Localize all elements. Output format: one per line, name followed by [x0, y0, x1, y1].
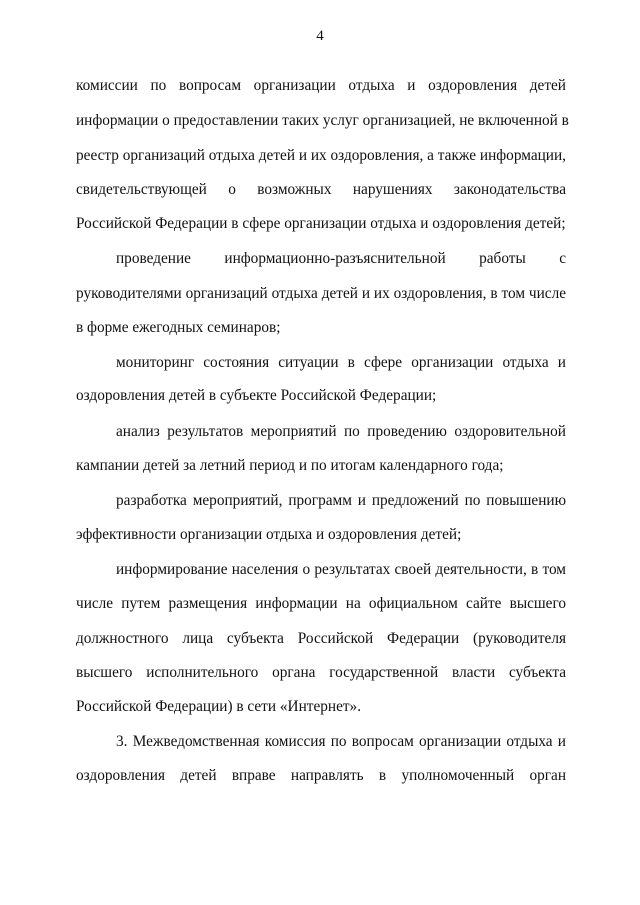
- text-line: 3. Межведомственная комиссия по вопросам организации отдыха и: [116, 733, 566, 750]
- text-line: информации о предоставлении таких услуг организацией, не включенной в: [76, 112, 569, 129]
- text-line: кампании детей за летний период и по итогам календарного года;: [76, 457, 504, 474]
- text-line: Российской Федерации в сфере организации отдыха и оздоровления детей;: [76, 215, 566, 232]
- text-line: мониторинг состояния ситуации в сфере организации отдыха и: [116, 354, 566, 371]
- text-line: проведение информационно-разъяснительной работы с: [116, 250, 566, 267]
- text-line: анализ результатов мероприятий по проведению оздоровительной: [116, 423, 566, 440]
- text-line: должностного лица субъекта Российской Федерации (руководителя: [76, 630, 566, 647]
- text-line: комиссии по вопросам организации отдыха и оздоровления детей: [76, 77, 566, 94]
- page-number: 4: [316, 28, 324, 44]
- text-line: руководителями организаций отдыха детей и их оздоровления, в том числе: [76, 285, 566, 302]
- text-line: оздоровления детей в субъекте Российской Федерации;: [76, 387, 437, 404]
- text-line: оздоровления детей вправе направлять в уполномоченный орган: [76, 767, 566, 784]
- text-line: в форме ежегодных семинаров;: [76, 319, 281, 336]
- text-line: числе путем размещения информации на официальном сайте высшего: [76, 595, 566, 612]
- text-line: высшего исполнительного органа государственной власти субъекта: [76, 664, 566, 681]
- text-line: разработка мероприятий, программ и предложений по повышению: [116, 492, 566, 509]
- text-line: свидетельствующей о возможных нарушениях законодательства: [76, 181, 566, 198]
- text-line: информирование населения о результатах своей деятельности, в том: [116, 561, 566, 578]
- text-line: Российской Федерации) в сети «Интернет».: [76, 698, 362, 715]
- text-line: реестр организаций отдыха детей и их оздоровления, а также информации,: [76, 147, 566, 164]
- text-line: эффективности организации отдыха и оздоровления детей;: [76, 526, 462, 543]
